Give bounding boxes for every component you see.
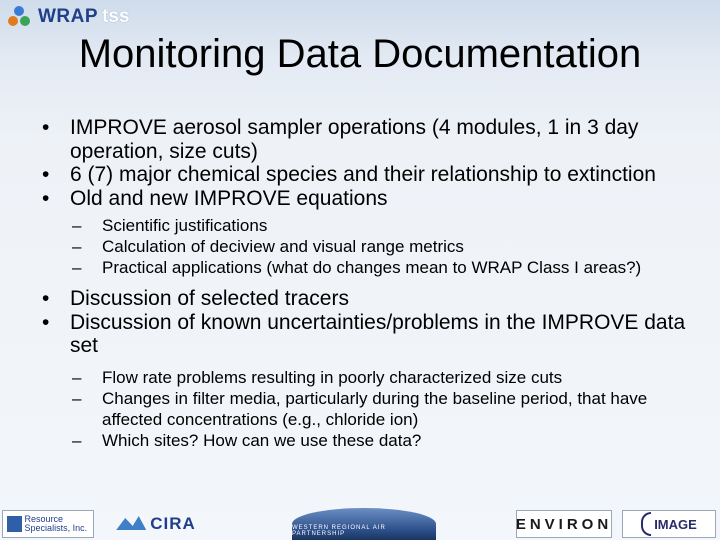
slide-title: Monitoring Data Documentation <box>78 32 642 76</box>
bullet-item: • Old and new IMPROVE equations <box>42 186 388 210</box>
image-logo-icon <box>641 512 651 536</box>
sub-bullet-text: Practical applications (what do changes mean to WRAP Class I areas?) <box>102 258 642 277</box>
sub-bullet-text: Flow rate problems resulting in poorly characterized size cuts <box>102 367 563 387</box>
rsi-logo-text: Resource Specialists, Inc. <box>24 514 88 533</box>
brand-name: WRAP <box>38 6 99 27</box>
cira-logo <box>104 510 208 538</box>
sub-bullet-text: Scientific justifications <box>102 216 268 235</box>
bullet-text: IMPROVE aerosol sampler operations (4 modules, 1 in 3 day operation, size cuts) <box>70 116 639 163</box>
brand-suffix: tss <box>102 6 130 27</box>
cira-mountain-icon <box>116 514 146 534</box>
brand-header <box>6 4 130 30</box>
footer-logos <box>0 508 720 540</box>
bullet-item: • Discussion of selected tracers <box>42 287 349 310</box>
environ-logo-text: ENVIRON <box>515 515 613 533</box>
sub-bullet-item: – Which sites? How can we use these data? <box>72 430 422 450</box>
bullet-text: Discussion of selected tracers <box>70 287 349 310</box>
image-logo-text: IMAGE <box>654 516 697 532</box>
bullet-item: • 6 (7) major chemical species and their relationship to extinction <box>42 163 656 186</box>
image-logo <box>622 510 716 538</box>
bullet-item: • IMPROVE aerosol sampler operations (4 modules, 1 in 3 day operation, size cuts) <box>42 116 639 163</box>
wrap-logo-icon <box>6 4 32 30</box>
cira-logo-text: CIRA <box>150 514 196 533</box>
sub-bullet-text: Changes in filter media, particularly during the baseline period, that have affected concentrations (e.g., chloride ion) <box>102 388 648 429</box>
sub-bullet-item: – Flow rate problems resulting in poorly characterized size cuts <box>72 367 563 387</box>
bullet-text: Discussion of known uncertainties/problems in the IMPROVE data set <box>70 310 686 357</box>
rsi-logo-icon <box>7 516 22 532</box>
wrap-partnership-text: WESTERN REGIONAL AIR PARTNERSHIP <box>292 525 386 537</box>
sub-bullet-text: Which sites? How can we use these data? <box>102 430 422 450</box>
sub-bullet-item: – Changes in filter media, particularly during the baseline period, that have affected concentrations (e.g., chloride ion) <box>72 388 648 429</box>
rsi-logo <box>2 510 94 538</box>
sub-bullet-item: – Calculation of deciview and visual range metrics <box>72 237 464 256</box>
bullet-text: 6 (7) major chemical species and their relationship to extinction <box>70 163 656 186</box>
wrap-partnership-logo <box>292 508 436 540</box>
bullet-text: Old and new IMPROVE equations <box>70 186 388 210</box>
sub-bullet-item: – Practical applications (what do changes mean to WRAP Class I areas?) <box>72 258 642 277</box>
slide-body <box>40 116 700 451</box>
sub-bullet-item: – Scientific justifications <box>72 216 268 235</box>
bullet-item: • Discussion of known uncertainties/problems in the IMPROVE data set <box>42 310 686 357</box>
sub-bullet-text: Calculation of deciview and visual range metrics <box>102 237 464 256</box>
environ-logo <box>516 510 612 538</box>
